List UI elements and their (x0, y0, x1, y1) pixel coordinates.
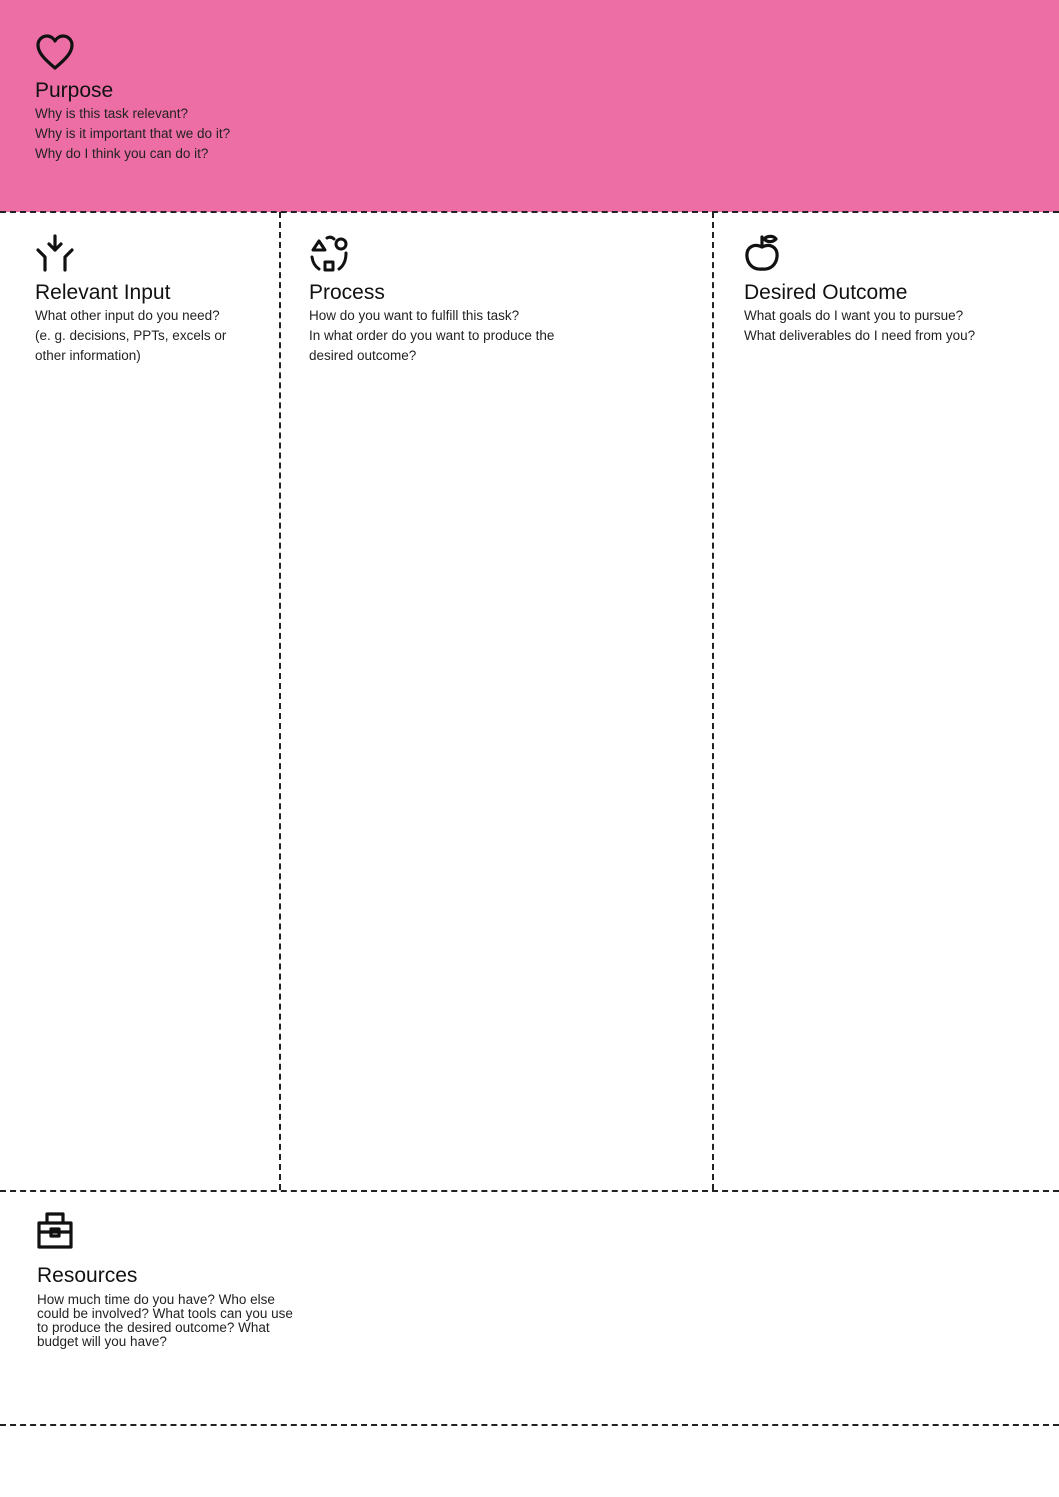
purpose-title: Purpose (35, 79, 114, 102)
relevant-input-line: other information) (35, 348, 141, 363)
divider (0, 1424, 1059, 1426)
resources-line: to produce the desired outcome? What (37, 1320, 270, 1335)
purpose-line: Why is this task relevant? (35, 106, 189, 121)
toolbox-icon (37, 1211, 77, 1251)
divider (712, 212, 714, 1190)
resources-line: budget will you have? (37, 1334, 167, 1349)
process-line: desired outcome? (309, 348, 417, 363)
resources-block (37, 1211, 293, 1349)
process-line: In what order do you want to produce the (309, 328, 555, 343)
desired-outcome-line: What goals do I want you to pursue? (744, 308, 964, 323)
process-line: How do you want to fulfill this task? (309, 308, 520, 323)
relevant-input-block (35, 234, 226, 366)
divider (279, 212, 281, 1190)
desired-outcome-title: Desired Outcome (744, 281, 908, 304)
purpose-description (35, 104, 230, 164)
process-block (309, 234, 554, 366)
process-title: Process (309, 281, 385, 304)
relevant-input-title: Relevant Input (35, 281, 171, 304)
resources-line: How much time do you have? Who else (37, 1292, 275, 1307)
relevant-input-description (35, 306, 226, 366)
desired-outcome-line: What deliverables do I need from you? (744, 328, 976, 343)
process-description (309, 306, 554, 366)
purpose-line: Why is it important that we do it? (35, 126, 231, 141)
purpose-block (35, 34, 230, 164)
purpose-line: Why do I think you can do it? (35, 146, 209, 161)
desired-outcome-block (744, 234, 975, 346)
heart-icon (35, 34, 75, 74)
divider (0, 1190, 1059, 1192)
apple-icon (744, 234, 784, 274)
resources-description (37, 1293, 293, 1349)
desired-outcome-description (744, 306, 975, 346)
input-icon (35, 234, 75, 274)
resources-title: Resources (37, 1264, 138, 1287)
process-icon (309, 234, 349, 274)
divider (0, 211, 1059, 213)
resources-line: could be involved? What tools can you use (37, 1306, 293, 1321)
relevant-input-line: (e. g. decisions, PPTs, excels or (35, 328, 227, 343)
relevant-input-line: What other input do you need? (35, 308, 220, 323)
